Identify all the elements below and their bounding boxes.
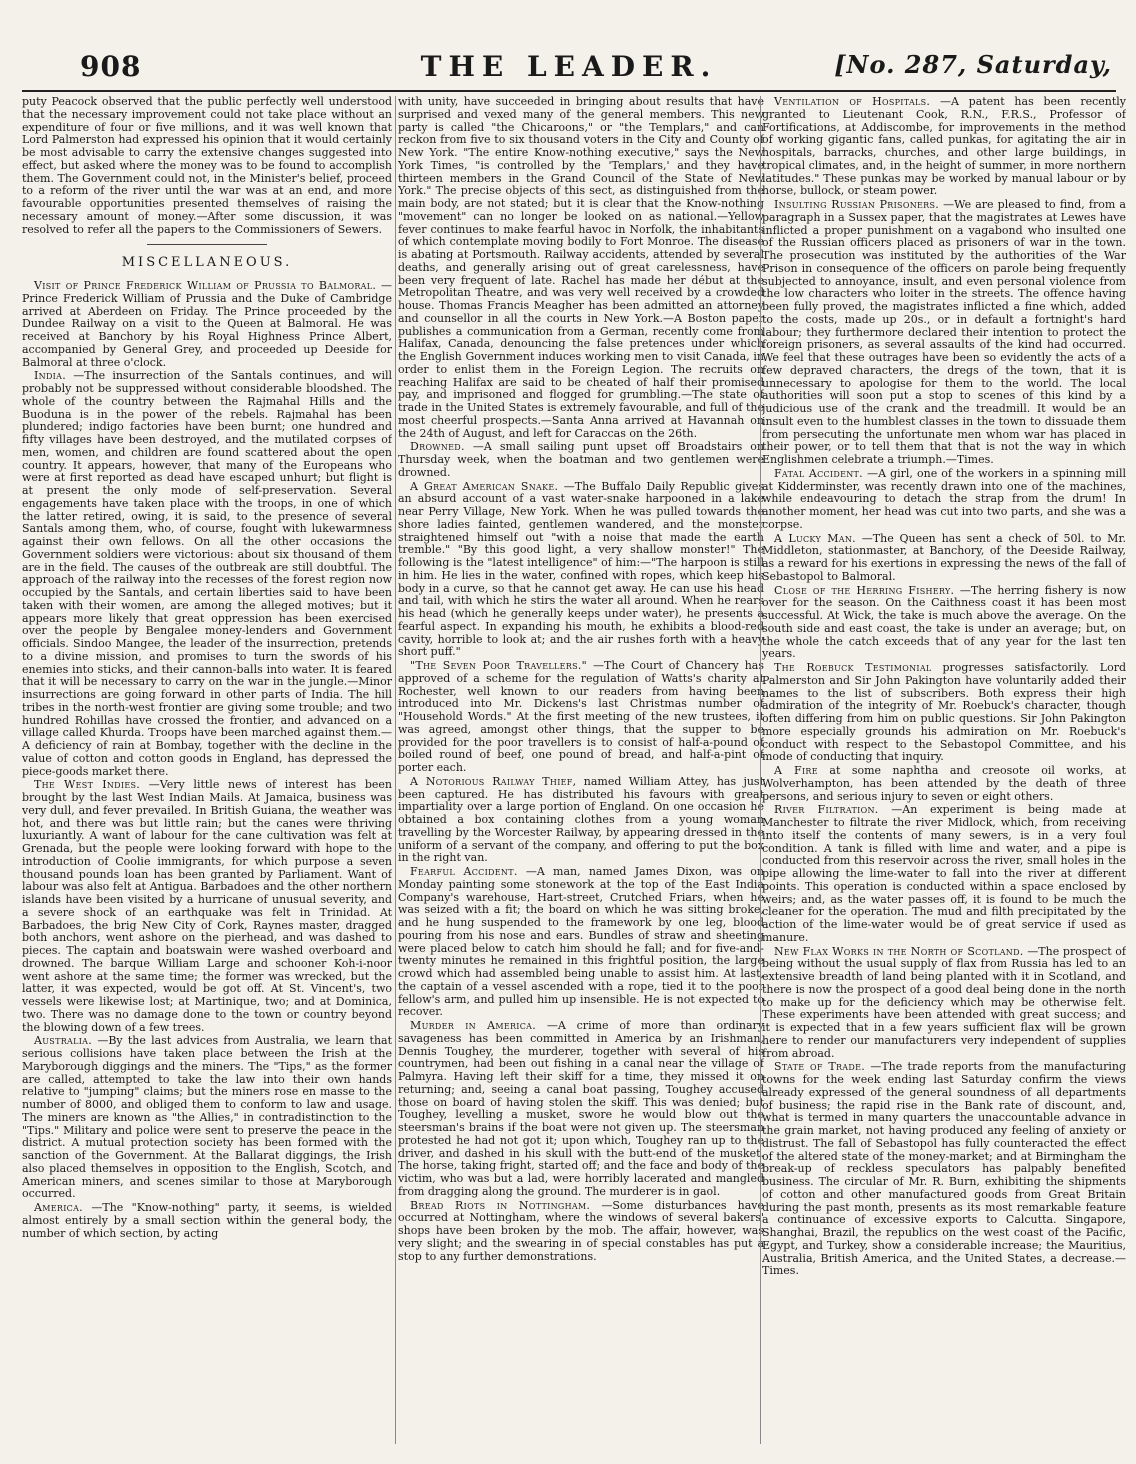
article-text: —An experiment is being made at Manchester to filtrate the river Midlock, which, from receiving into itself the contents of many sewers, is in a very foul condition. A tank is filled with lime and water, and a pipe is conducted from this reservoir across the river, small holes in the pipe allowing the lime-water to fall into the river at different points. This operation is conducted within a space enclosed by weirs; and, as the water passes off, it is found to be much the cleaner for the operation. The mud and filth precipitated by the action of the lime-water would be of great service if used as manure. (762, 803, 1126, 944)
article-paragraph (762, 468, 1126, 532)
article-text: —The Queen has sent a check of 50l. to Mr. Middleton, stationmaster, at Banchory, of the Deeside Railway, as a reward for his exertions in expressing the news of the fall of Sebastopol to Balmoral. (762, 531, 1126, 583)
article-heading: Insulting Russian Prisoners. (774, 198, 940, 211)
article-paragraph (22, 779, 392, 1034)
article-text: puty Peacock observed that the public perfectly well understood that the necessary improvement could not take place without an expenditure of four or five millions, and it was well known that Lord Palmerston had expressed his opinion that it would certainly be most advisable to carry the extensive changes suggested into effect, but asked where the money was to be found to accomplish them. The Government could not, in the Minister's belief, proceed to a reform of the river until the war was at an end, and more favourable opportunities presented themselves of raising the necessary amount of money.—After some discussion, it was resolved to refer all the papers to the Commissioners of Sewers. (22, 96, 392, 236)
article-paragraph (762, 1061, 1126, 1278)
article-text: —We are pleased to find, from a paragraph in a Sussex paper, that the magistrates at Lewes have inflicted a proper punishment on a vagabond who insulted one of the Russian officers placed as prisoners of war in the town. The prosecution was instituted by the authorities of the War Prison in consequence of the officers on parole being frequently subjected to annoyance, insult, and even personal violence from the low characters who loiter in the streets. The offence having been fully proved, the magistrates inflicted a fine which, added to the costs, made up 20s., or in default a fortnight's hard labour; they furthermore declared their intention to protect the foreign prisoners, as several assaults of the kind had occurred. We feel that these outrages have been so evidently the acts of a few depraved characters, the dregs of the town, that it is unnecessary to apologise for them to the world. The local authorities will soon put a stop to scenes of this kind by a judicious use of the crank and the treadmill. It would be an insult even to the humblest classes in the town to dissuade them from persecuting the unfortunate men whom war has placed in their power, or to tell them that that is not the way in which Englishmen celebrate a triumph.—Times. (762, 198, 1126, 466)
article-paragraph (762, 199, 1126, 467)
article-heading: Visit of Prince Frederick William of Prussia to Balmoral. (34, 279, 377, 292)
article-text: with unity, have succeeded in bringing about results that have surprised and vexed many of the general members. This new party is called "the Chicaroons," or "the Templars," and can reckon from five to six thousand voters in the City and County of New York. "The entire Know-nothing executive," says the New York Times, "is controlled by the 'Templars,' and they have thirteen members in the Grand Council of the State of New York." The precise objects of this sect, as distinguished from the main body, are not stated; but it is clear that the Know-nothing "movement" can no longer be looked on as national.—Yellow fever continues to make fearful havoc in Norfolk, the inhabitants of which contemplate moving bodily to Fort Monroe. The disease is abating at Portsmouth. Railway accidents, attended by several deaths, and generally arising out of great carelessness, have been very frequent of late. Rachel has made her début at the Metropolitan Theatre, and was very well received by a crowded house. Thomas Francis Meagher has been admitted an attorney and counsellor in all the courts in New York.—A Boston paper publishes a communication from a German, recently come from Halifax, Canada, denouncing the false pretences under which the English Government induces working men to visit Canada, in order to enlist them in the Foreign Legion. The recruits on reaching Halifax are said to be cheated of half their promised pay, and imprisoned and flogged for grumbling.—The state of trade in the United States is extremely favourable, and full of the most cheerful prospects.—Santa Anna arrived at Havannah on the 24th of August, and left for Caraccas on the 26th. (398, 96, 764, 440)
article-heading: America. (34, 1201, 83, 1214)
article-text: —The Buffalo Daily Republic gives an absurd account of a vast water-snake harpooned in a lake near Perry Village, New York. When he was pulled towards the shore ladies fainted, gentlemen wandered, and the monster straightened himself out "with a noise that made the earth tremble." "By this good light, a very shallow monster!" The following is the "latest intelligence" of him:—"The harpoon is still in him. He lies in the water, confined with ropes, which keep his body in a curve, so that he cannot get away. He can use his head and tail, with which he stirs the water all around. When he rears his head (which he generally keeps under water), he presents a fearful aspect. In expanding his mouth, he exhibits a blood-red cavity, horrible to look at; and the air rushes forth with a heavy short puff." (398, 479, 764, 659)
article-heading: Fatal Accident. (774, 466, 863, 480)
column-right (762, 96, 1126, 1444)
article-paragraph (762, 804, 1126, 944)
section-heading: MISCELLANEOUS. (121, 255, 293, 271)
article-heading: Fearful Accident. (410, 865, 518, 878)
article-text: —A small sailing punt upset off Broadstairs on Thursday week, when the boatman and two gentlemen were drowned. (398, 440, 764, 479)
article-paragraph (398, 481, 764, 660)
article-text: —A girl, one of the workers in a spinning mill at Kidderminster, was recently drawn into one of the machines, while endeavouring to detach the strap from the drum! In another moment, her head was cut into two parts, and she was a corpse. (762, 466, 1126, 531)
article-paragraph (398, 660, 764, 775)
article-text: —The prospect of being without the usual supply of flax from Russia has led to an extensive breadth of land being planted with it in Scotland, and there is now the prospect of a good deal being done in the north to make up for the deficiency which may be otherwise felt. These experiments have been attended with great success; and it is expected that in a few years sufficient flax will be grown here to render our manufacturers very independent of supplies from abroad. (762, 944, 1126, 1060)
article-paragraph (22, 1035, 392, 1201)
article-heading: Close of the Herring Fishery. (774, 583, 955, 597)
article-text: —A man, named James Dixon, was on Monday painting some stonework at the top of the East India Company's warehouse, Hart-street, Crutched Friars, when he was seized with a fit; the board on which he was sitting broke, and he hung suspended to the framework by one leg, blood pouring from his nose and ears. Bundles of straw and sheeting were placed below to catch him should he fall; and for five-and-twenty minutes he remained in this frightful position, the large crowd which had assembled being unable to assist him. At last, the captain of a vessel ascended with a rope, tied it to the poor fellow's arm, and pulled him up insensible. He is not expected to recover. (398, 865, 764, 1019)
article-heading: A Fire (774, 764, 818, 777)
article-text: —The Court of Chancery has approved of a scheme for the regulation of Watts's charity at Rochester, well known to our readers from having been introduced into Mr. Dickens's last Christmas number of "Household Words." At the first meeting of the new trustees, it was agreed, amongst other things, that the supper to be provided for the poor travellers is to consist of half-a-pound of boiled round of beef, one pound of bread, and half-a-pint of porter each. (398, 659, 764, 774)
article-heading: Bread Riots in Nottingham. (410, 1198, 591, 1212)
article-paragraph (22, 1202, 392, 1240)
article-heading: Drowned. (410, 440, 465, 454)
article-text: —Prince Frederick William of Prussia and the Duke of Cambridge arrived at Aberdeen on Friday. The Prince proceeded by the Dundee Railway on a visit to the Queen at Balmoral. He was received at Banchory by his Royal Highness Prince Albert, accompanied by General Grey, and proceeded up Deeside for Balmoral at three o'clock. (22, 279, 392, 369)
article-heading: Australia. (34, 1034, 93, 1048)
article-paragraph (398, 776, 764, 865)
issue-info: [No. 287, Saturday, (834, 50, 1112, 79)
article-heading: A Lucky Man. (774, 531, 856, 545)
article-heading: River Filtration. (774, 803, 879, 817)
article-paragraph (22, 370, 392, 778)
article-text: —Some disturbances have occurred at Nottingham, where the windows of several bakers' shops have been broken by the mob. The affair, however, was very slight; and the swearing in of special constables has put a stop to any further demonstrations. (398, 1198, 764, 1263)
article-paragraph (762, 533, 1126, 584)
page-number: 908 (80, 50, 142, 83)
article-text: —The herring fishery is now over for the season. On the Caithness coast it has been most successful. At Wick, the take is much above the average. On the south side and east coast, the take is under an average; but, on the whole the catch exceeds that of any year for the last ten years. (762, 583, 1126, 661)
article-heading: The Roebuck Testimonial (774, 661, 932, 674)
article-paragraph (398, 866, 764, 1019)
article-paragraph (762, 765, 1126, 803)
column-divider (760, 96, 761, 1444)
article-heading: New Flax Works in the North of Scotland. (774, 944, 1024, 958)
article-heading: A Great American Snake. (410, 479, 559, 493)
article-paragraph (398, 1200, 764, 1264)
section-rule (147, 244, 267, 245)
article-heading: Murder in America. (410, 1019, 537, 1032)
article-text: named William Attey, has just been captured. He has distributed his favours with great impartiality over a large portion of England. On one occasion he obtained a box containing clothes from a young woman travelling by the Worcester Railway, by appearing dressed in the uniform of a servant of the company, and offering to put the box in the right van. (398, 774, 764, 865)
article-paragraph (22, 280, 392, 369)
article-text: —The insurrection of the Santals continues, and will probably not be suppressed without considerable bloodshed. The whole of the country between the Rajmahal Hills and the Buoduna is in the power of the rebels. Rajmahal has been plundered; indigo factories have been burnt; one hundred and fifty villages have been destroyed, and the mutilated corpses of men, women, and children are found scattered about the open country. It appears, however, that many of the Europeans who were at first reported as dead have escaped unhurt; but flight is at present the only mode of self-preservation. Several engagements have taken place with the troops, in one of which the latter retired, owing, it is said, to the presence of several Santals among them, who, of course, fought with lukewarmness against their own fellows. On all the other occasions the Government soldiers were victorious: about six thousand of them are in the field. The causes of the outbreak are still doubtful. The approach of the railway into the recesses of the forest region now occupied by the Santals, and certain liberties said to have been taken with their women, are among the alleged motives; but it appears more likely that great oppression has been exercised over the people by Bengalee money-lenders and Government officials. Sindoo Mangee, the leader of the insurrection, pretends to a divine mission, and promises to turn the swords of his enemies into sticks, and their cannon-balls into water. It is feared that it will be necessary to carry on the war in the jungle.—Minor insurrections are going forward in other parts of India. The hill tribes in the north-west frontier are giving some trouble; and two hundred Rohillas have crossed the frontier, and advanced on a village called Khurda. Troops have been marched against them.—A deficiency of rain at Bombay, together with the decline in the value of cotton and cotton goods in England, has depressed the piece-goods market there. (22, 369, 392, 778)
article-paragraph (762, 662, 1126, 764)
article-heading: The West Indies. (34, 778, 141, 792)
article-text: —A patent has been recently granted to Lieutenant Cook, R.N., F.R.S., Professor of Fortifications, at Addiscombe, for improvements in the method of working gigantic fans, called punkas, for agitating the air in hospitals, barracks, churches, and other large buildings, in tropical climates, and, in the height of summer, in more northern latitudes." These punkas may be worked by manual labour or by horse, bullock, or steam power. (762, 96, 1126, 198)
article-text: at some naphtha and creosote oil works, at Wolverhampton, has been attended by the death of three persons, and serious injury to seven or eight others. (762, 764, 1126, 803)
article-text: —The "Know-nothing" party, it seems, is wielded almost entirely by a small section within the general body, the number of which section, by acting (22, 1201, 392, 1240)
article-heading: State of Trade. (774, 1060, 866, 1074)
page-header (22, 44, 1116, 90)
article-paragraph (398, 441, 764, 479)
article-paragraph (398, 96, 764, 440)
article-text: —The trade reports from the manufacturing towns for the week ending last Saturday confirm the views already expressed of the general soundness of all departments of business; the rapid rise in the Bank rate of discount, and, what is termed in many quarters the unaccountable advance in the grain market, not having produced any feeling of anxiety or distrust. The fall of Sebastopol has fully counteracted the effect of the altered state of the money-market; and at Birmingham the break-up of reckless speculators has palpably benefited business. The circular of Mr. R. Burn, exhibiting the shipments of cotton and other manufactured goods from Great Britain during the past month, presents as its most remarkable feature a continuance of excessive exports to Calcutta. Singapore, Shanghai, Brazil, the republics on the west coast of the Pacific, Egypt, and Turkey, show a considerable increase; the Mauritius, Australia, British America, and the United States, a decrease.—Times. (762, 1060, 1126, 1278)
article-paragraph (762, 96, 1126, 198)
article-text: progresses satisfactorily. Lord Palmerston and Sir John Pakington have voluntarily added their names to the list of subscribers. Both express their high admiration of the integrity of Mr. Roebuck's character, though often differing from him on public questions. Sir John Pakington more especially grounds his admiration on Mr. Roebuck's conduct with respect to the Sebastopol Committee, and his mode of conducting that inquiry. (762, 661, 1126, 764)
article-paragraph (22, 96, 392, 236)
column-middle (398, 96, 764, 1444)
article-paragraph (398, 1020, 764, 1199)
article-heading: "The Seven Poor Travellers." (410, 659, 588, 672)
column-left (22, 96, 392, 1444)
article-heading: India. (34, 369, 66, 383)
article-text: —By the last advices from Australia, we learn that serious collisions have taken place between the Irish at the Maryborough diggings and the miners. The "Tips," as the former are called, attempted to take the law into their own hands relative to "jumping" claims; but the miners rose en masse to the number of 8000, and obliged them to conform to law and usage. The miners are known as "the Allies," in contradistinction to the "Tips." Military and police were sent to preserve the peace in the district. A mutual protection society has been formed with the sanction of the Government. At the Ballarat diggings, the Irish also placed themselves in opposition to the English, Scotch, and American miners, and scenes similar to those at Maryborough occurred. (22, 1034, 392, 1201)
article-text: —A crime of more than ordinary savageness has been committed in America by an Irishman, Dennis Toughey, the murderer, together with several of his countrymen, had been out fishing in a canal near the village of Palmyra. Having left their skiff for a time, they missed it on returning; and, seeing a canal boat passing, Toughey accused those on board of having stolen the skiff. This was denied; but Toughey, levelling a musket, swore he would blow out the steersman's brains if the boat were not given up. The steersman protested he had not got it; upon which, Toughey ran up to the driver, and dashed in his skull with the butt-end of the musket. The horse, taking fright, started off; and the face and body of the victim, who was but a lad, were horribly lacerated and mangled from dragging along the ground. The murderer is in gaol. (398, 1019, 764, 1198)
article-paragraph (762, 946, 1126, 1061)
article-paragraph (762, 585, 1126, 662)
masthead-title: THE LEADER. (420, 50, 718, 83)
article-text: —Very little news of interest has been brought by the last West Indian Mails. At Jamaica, business was very dull, and fever prevailed. In British Guiana, the weather was hot, and there was but little rain; but the canes were thriving luxuriantly. A want of labour for the cane cultivation was felt at Grenada, but the people were looking forward with hope to the introduction of Coolie immigrants, for which purpose a seven thousand pounds loan has been granted by Parliament. Want of labour was also felt at Antigua. Barbadoes and the other northern islands have been visited by a hurricane of unusual severity, and a severe shock of an earthquake was felt in Trinidad. At Barbadoes, the brig New City of Cork, Raynes master, dragged both anchors, went ashore on the pierhead, and was dashed to pieces. The captain and boatswain were washed overboard and drowned. The barque William Large and schooner Koh-i-noor went ashore at the same time; the former was wrecked, but the latter, it was expected, would be got off. At St. Vincent's, two vessels were likewise lost; at Martinique, two; and at Dominica, two. There was no damage done to the town or country beyond the blowing down of a few trees. (22, 778, 392, 1034)
column-divider (395, 96, 396, 1444)
article-heading: A Notorious Railway Thief, (410, 774, 577, 788)
header-rule (22, 90, 1116, 92)
article-heading: Ventilation of Hospitals. (774, 96, 931, 108)
